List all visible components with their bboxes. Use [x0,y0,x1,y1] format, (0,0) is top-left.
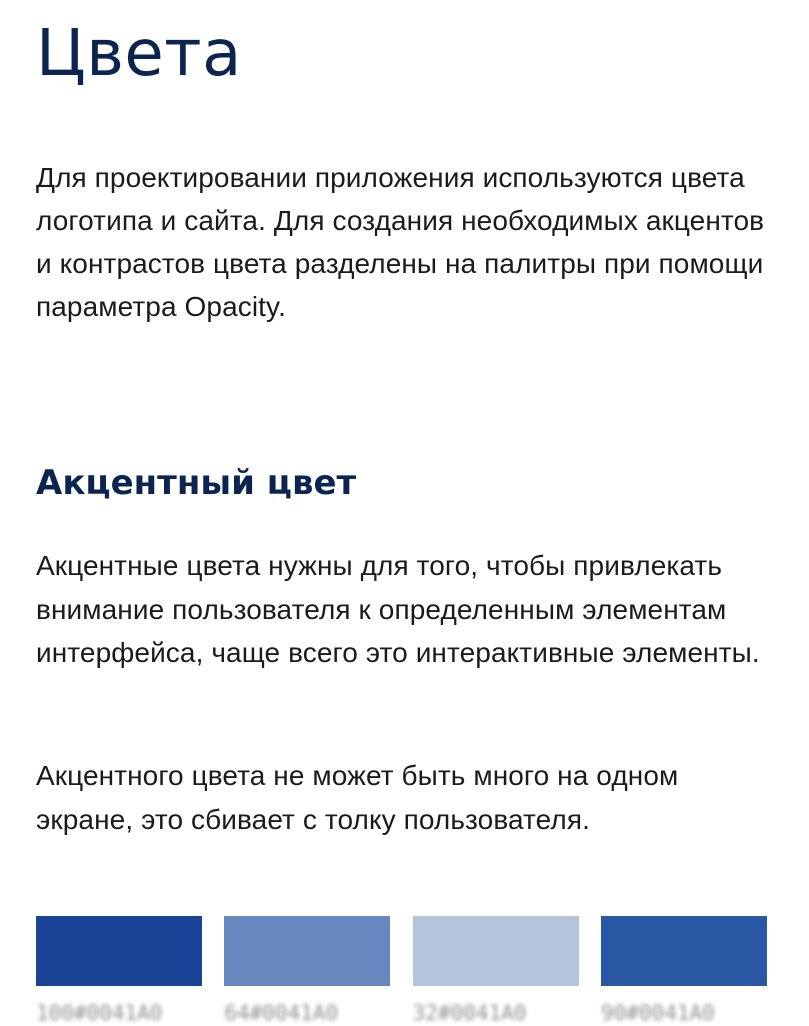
accent-usage-note: Акцентного цвета не может быть много на одном экране, это сбивает с толку пользователя. [36,760,679,835]
swatch-label: 64#0041A0 [224,1001,339,1025]
swatch-90 [601,916,767,1026]
swatch-label: 32#0041A0 [412,1001,527,1025]
swatch-color-block [601,916,767,986]
swatch-color-block [413,916,579,986]
swatch-color-block [224,916,390,986]
accent-color-heading: Акцентный цвет [36,463,357,503]
swatch-label: 90#0041A0 [600,1001,715,1025]
accent-swatch-row [36,916,767,1026]
page-title: Цвета [36,17,242,91]
swatch-32 [413,916,579,1026]
swatch-100 [36,916,202,1026]
swatch-64 [224,916,390,1026]
intro-text: Для проектировании приложения используются цвета логотипа и сайта. Для создания необходимых акцентов и контрастов цвета разделены на палитры при помощи параметра Opacity. [36,162,765,322]
swatch-label: 100#0041A0 [36,1001,163,1025]
accent-description: Акцентные цвета нужны для того, чтобы привлекать внимание пользователя к определенным элементам интерфейса, чаще всего это интерактивные элементы. [36,550,760,668]
swatch-color-block [36,916,202,986]
